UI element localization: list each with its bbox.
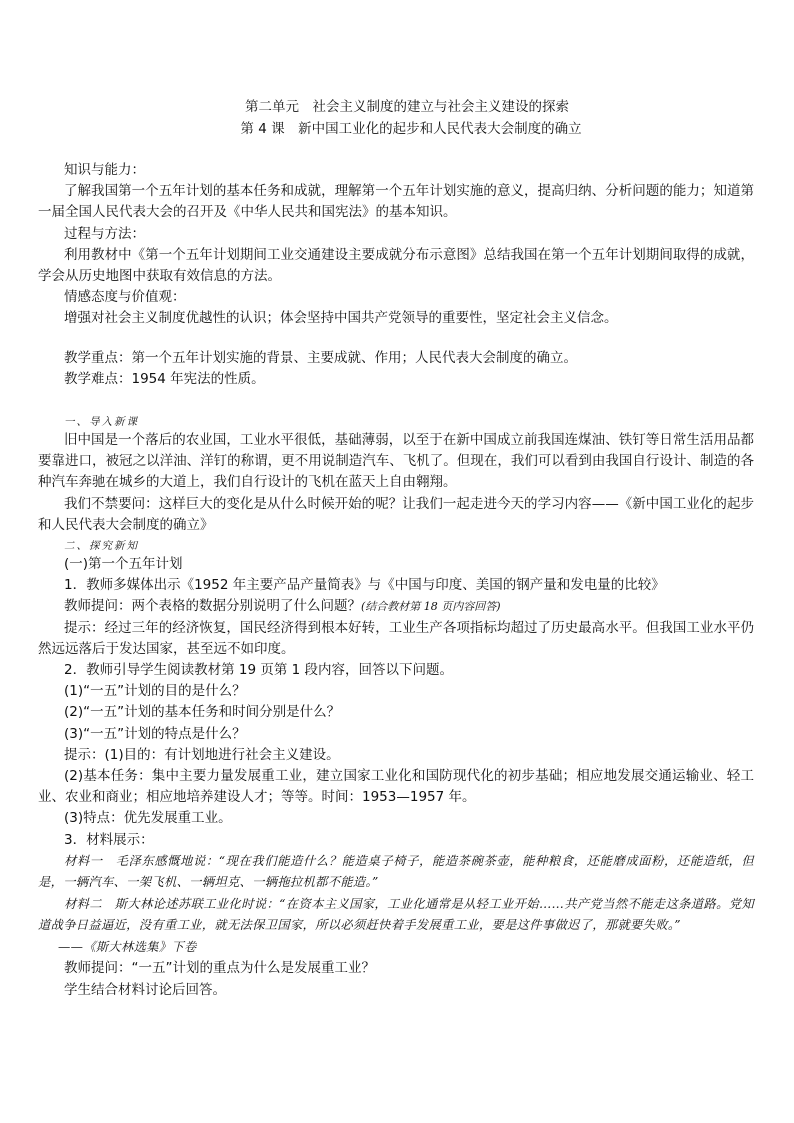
- emotion-text: 增强对社会主义制度优越性的认识；体会坚持中国共产党领导的重要性，坚定社会主义信念。: [64, 310, 618, 327]
- material-2: 材料二 斯大林论述苏联工业化时说：“在资本主义国家，工业化通常是从轻工业开始……共产党当然不能走这条道路。党知道战争日益逼近，没有重工业，就无法保卫国家，所以必须赶快着手发展重工业，要是这件事做迟了，那就要失败。”: [38, 896, 754, 933]
- hint-1: 提示：经过三年的经济恢复，国民经济得到根本好转，工业生产各项指标均超过了历史最高水平。但我国工业水平仍然远远落后于发达国家，甚至远不如印度。: [38, 619, 754, 657]
- question-2: 教师提问：“一五”计划的重点为什么是发展重工业？: [64, 960, 375, 977]
- section-heading-explore: 二、探究新知: [64, 540, 139, 553]
- step-3: 3．材料展示：: [64, 831, 154, 848]
- process-text: 利用教材中《第一个五年计划期间工业交通建设主要成就分布示意图》总结我国在第一个五年计划期间取得的成就，学会从历史地图中获取有效信息的方法。: [38, 246, 754, 285]
- question-1-label: 教师提问：: [64, 598, 132, 615]
- answer-b: (2)基本任务：集中主要力量发展重工业，建立国家工业化和国防现代化的初步基础；相应地发展交通运输业、轻工业、农业和商业；相应地培养建设人才；等等。时间：1953—1957 年。: [38, 768, 754, 806]
- teaching-focus: 教学重点：第一个五年计划实施的背景、主要成就、作用；人民代表大会制度的确立。: [64, 349, 577, 366]
- question-2-answer: 学生结合材料讨论后回答。: [64, 981, 226, 998]
- unit-title: 第二单元 社会主义制度的建立与社会主义建设的探索: [245, 99, 569, 115]
- lesson-title: 第 4 课 新中国工业化的起步和人民代表大会制度的确立: [240, 121, 582, 137]
- subsection-five-year-plan: (一)第一个五年计划: [64, 556, 183, 573]
- intro-paragraph-1: 旧中国是一个落后的农业国，工业水平很低，基础薄弱，以至于在新中国成立前我国连煤油、铁钉等日常生活用品都要靠进口，被冠之以洋油、洋钉的称谓，更不用说制造汽车、飞机了。但现在，我们可以看到由我国自行设计、制造的各种汽车奔驰在城乡的大道上，我们自行设计的飞机在蓝天上自由翱翔。: [38, 432, 754, 491]
- title-block: [0, 96, 794, 140]
- question-a: (1)“一五”计划的目的是什么？: [64, 683, 246, 700]
- question-1: [64, 596, 754, 617]
- section-heading-intro: 一、导入新课: [64, 416, 139, 429]
- teaching-difficulty: 教学难点：1954 年宪法的性质。: [64, 370, 265, 387]
- question-1-text: 两个表格的数据分别说明了什么问题？: [131, 598, 361, 615]
- intro-paragraph-2: 我们不禁要问：这样巨大的变化是从什么时候开始的呢？让我们一起走进今天的学习内容——《新中国工业化的起步和人民代表大会制度的确立》: [38, 495, 754, 533]
- emotion-label: 情感态度与价值观：: [64, 289, 186, 306]
- knowledge-label: 知识与能力：: [64, 162, 145, 178]
- answer-a: 提示：(1)目的：有计划地进行社会主义建设。: [64, 746, 340, 763]
- question-c: (3)“一五”计划的特点是什么？: [64, 725, 246, 742]
- material-2-source: ——《斯大林选集》下卷: [58, 939, 197, 954]
- question-b: (2)“一五”计划的基本任务和时间分别是什么？: [64, 704, 341, 721]
- material-1: 材料一 毛泽东感慨地说：“现在我们能造什么？能造桌子椅子，能造茶碗茶壶，能种粮食，还能磨成面粉，还能造纸，但是，一辆汽车、一架飞机、一辆坦克、一辆拖拉机都不能造。”: [38, 853, 754, 890]
- document-body: [38, 160, 754, 1001]
- question-1-note: (结合教材第 18 页内容回答): [361, 600, 501, 614]
- step-2: 2．教师引导学生阅读教材第 19 页第 1 段内容，回答以下问题。: [64, 662, 454, 679]
- answer-c: (3)特点：优先发展重工业。: [64, 810, 232, 827]
- process-label: 过程与方法：: [64, 225, 145, 242]
- knowledge-text: 了解我国第一个五年计划的基本任务和成就，理解第一个五年计划实施的意义，提高归纳、分析问题的能力；知道第一届全国人民代表大会的召开及《中华人民共和国宪法》的基本知识。: [38, 183, 754, 221]
- step-1: 1．教师多媒体出示《1952 年主要产品产量简表》与《中国与印度、美国的钢产量和发电量的比较》: [64, 577, 665, 594]
